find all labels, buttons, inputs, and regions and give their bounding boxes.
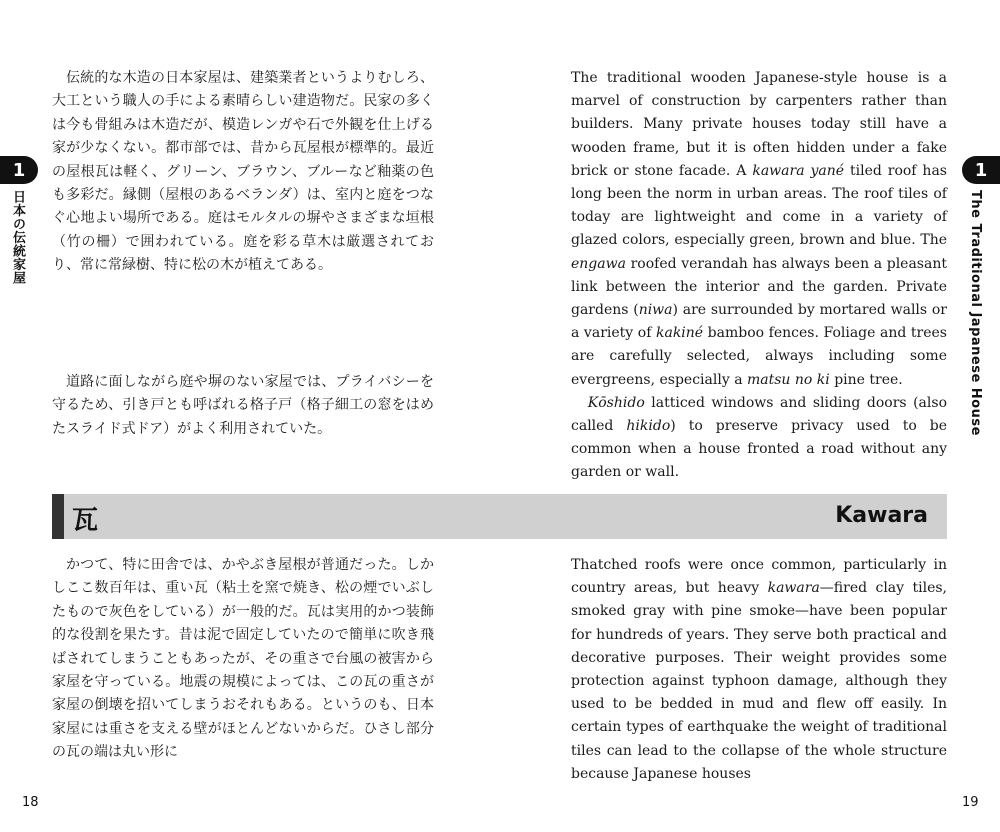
section-title-en: Kawara: [835, 503, 928, 528]
section-title-jp: 瓦: [72, 506, 99, 536]
right-page: [500, 0, 1000, 832]
en-paragraph-2: Thatched roofs were once common, particularly in country areas, but heavy kawara—fired clay tiles, smoked gray with pine smoke—have been popular for hundreds of years. They serve both practical and decorative purposes. Their weight provides some protection against typhoon damage, although they used to be bedded in mud and flew off easily. In certain types of earthquake the weight of traditional tiles can lead to the collapse of the whole structure because Japanese houses: [571, 557, 947, 782]
en-paragraph-1: The traditional wooden Japanese-style house is a marvel of construction by carpenters rather than builders. Many private houses today still have a wooden frame, but it is often hidden under a fake brick or stone facade. A kawara yané tiled roof has long been the norm in urban areas. The roof tiles of today are lightweight and come in a variety of glazed colors, especially green, brown and blue. The engawa roofed verandah has always been a pleasant link between the interior and the garden. Private gardens (niwa) are surrounded by mortared walls or a variety of kakiné bamboo fences. Foliage and trees are carefully selected, always including some evergreens, especially a matsu no ki pine tree. Kōshido latticed windows and sliding doors (also called hikido) to preserve privacy used to be common when a house fronted a road without any garden or wall.: [571, 70, 948, 481]
chapter-tab-number-right: 1: [962, 156, 1000, 184]
jp-paragraph-3: かつて、特に田舎では、かやぶき屋根が普通だった。しかしここ数百年は、重い瓦（粘土を窯で焼き、松の煙でいぶしたもので灰色をしている）が一般的だ。瓦は実用的かつ装飾的な役割を果たす。昔は泥で固定していたので簡単に吹き飛ばされてしまうこともあったが、その重さで台風の被害から家屋を守っている。地震の規模によっては、この瓦の重さが家屋の倒壊を招いてしまうおそれもある。というのも、日本家屋には重さを支える壁がほとんどないからだ。ひさし部分の瓦の端は丸い形に: [52, 557, 434, 761]
chapter-tab-label-right: The Traditional Japanese House: [968, 190, 983, 436]
jp-paragraph-1: 伝統的な木造の日本家屋は、建築業者というよりむしろ、大工という職人の手による素晴らしい建造物だ。民家の多くは今も骨組みは木造だが、模造レンガや石で外観を仕上げる家が少なくない。都市部では、昔から瓦屋根が標準的。最近の屋根瓦は軽く、グリーン、ブラウン、ブルーなど釉薬の色も多彩だ。縁側（屋根のあるベランダ）は、室内と庭をつなぐ心地よい場所である。庭はモルタルの塀やさまざまな垣根（竹の柵）で囲われている。庭を彩る草木は厳選されており、常に常緑樹、特に松の木が植えてある。: [52, 70, 434, 274]
chapter-tab-number: 1: [0, 156, 38, 184]
chapter-tab-label: 日本の伝統家屋: [10, 190, 25, 285]
section-header-bar: [52, 494, 947, 539]
section-header-accent: [52, 494, 64, 539]
page-number-left: 18: [22, 795, 39, 810]
page-number-right: 19: [962, 795, 979, 810]
jp-paragraph-2: 道路に面しながら庭や塀のない家屋では、プライバシーを守るため、引き戸とも呼ばれる格子戸（格子細工の窓をはめたスライド式ドア）がよく利用されていた。: [52, 374, 434, 437]
